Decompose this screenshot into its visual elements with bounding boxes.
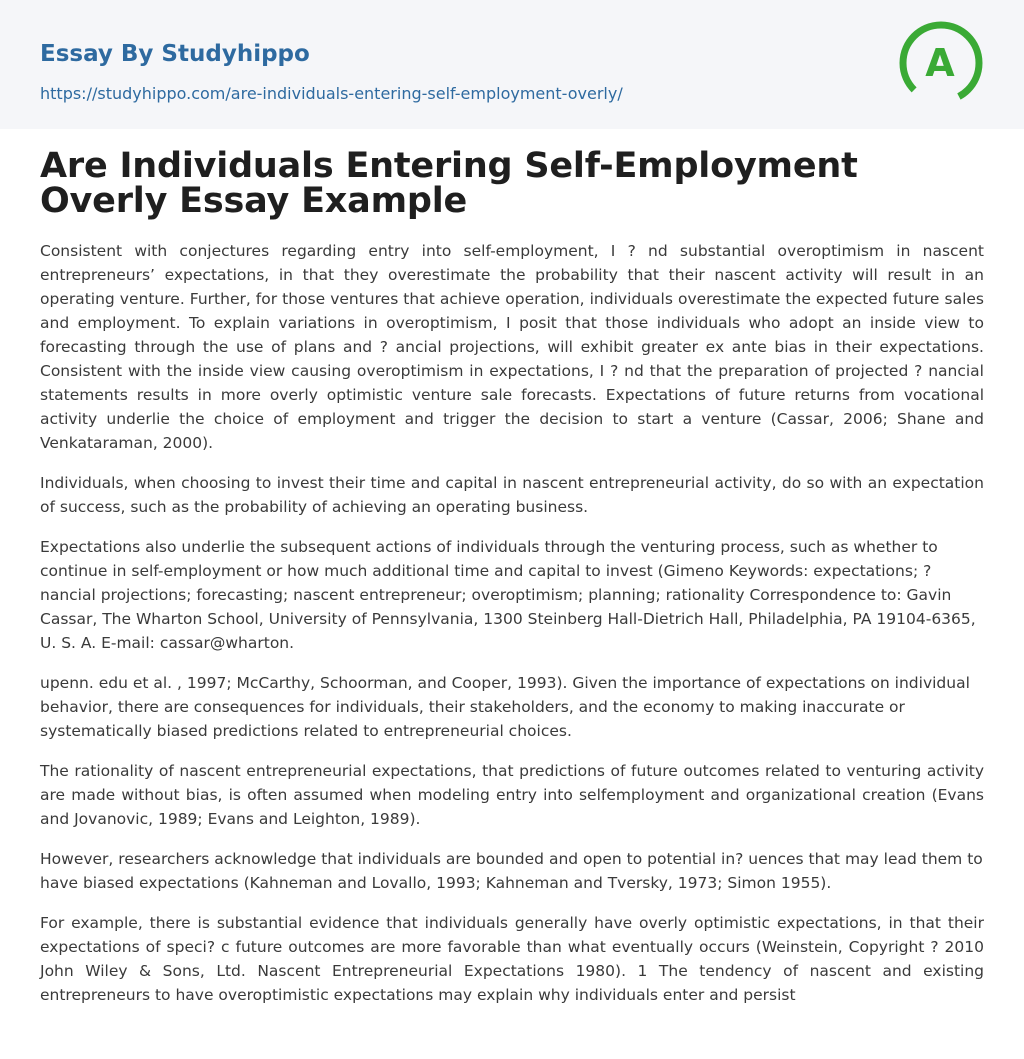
- essay-paragraph: For example, there is substantial evidence that individuals generally have overly optimistic expectations, in that their expectations of speci? c future outcomes are more favorable than what eventually occurs (Weinstein, Copyright ? 2010 John Wiley & Sons, Ltd. Nascent Entrepreneurial Expectations 1980). 1 The tendency of nascent and existing entrepreneurs to have overoptimistic expectations may explain why individuals enter and persist: [40, 914, 984, 1004]
- page-title: Are Individuals Entering Self-Employment Overly Essay Example: [40, 146, 858, 221]
- essay-paragraph: Expectations also underlie the subsequent actions of individuals through the venturing process, such as whether to continue in self-employment or how much additional time and capital to invest (Gimeno Keywords: expectations; ? nancial projections; forecasting; nascent entrepreneur; overoptimism; planning; rationality Correspondence to: Gavin Cassar, The Wharton School, University of Pennsylvania, 1300 Steinberg Hall-Dietrich Hall, Philadelphia, PA 19104-6365, U. S. A. E-mail: cassar@wharton.: [40, 538, 976, 652]
- essay-content: [0, 146, 1024, 1007]
- essay-paragraph: Consistent with conjectures regarding entry into self-employment, I ? nd substantial overoptimism in nascent entrepreneurs’ expectations, in that they overestimate the probability that their nascent activity will result in an operating venture. Further, for those ventures that achieve operation, individuals overestimate the expected future sales and employment. To explain variations in overoptimism, I posit that those individuals who adopt an inside view to forecasting through the use of plans and ? ancial projections, will exhibit greater ex ante bias in their expectations. Consistent with the inside view causing overoptimism in expectations, I ? nd that the preparation of projected ? nancial statements results in more overly optimistic venture sale forecasts. Expectations of future returns from vocational activity underlie the choice of employment and trigger the decision to start a venture (Cassar, 2006; Shane and Venkataraman, 2000).: [40, 242, 984, 452]
- essay-paragraph: The rationality of nascent entrepreneurial expectations, that predictions of future outcomes related to venturing activity are made without bias, is often assumed when modeling entry into selfemployment and organizational creation (Evans and Jovanovic, 1989; Evans and Leighton, 1989).: [40, 762, 984, 828]
- essay-paragraph: However, researchers acknowledge that individuals are bounded and open to potential in? uences that may lead them to have biased expectations (Kahneman and Lovallo, 1993; Kahneman and Tversky, 1973; Simon 1955).: [40, 850, 983, 892]
- essay-url-link[interactable]: https://studyhippo.com/are-individuals-entering-self-employment-overly/: [40, 84, 623, 103]
- essay-paragraph: Individuals, when choosing to invest their time and capital in nascent entrepreneurial activity, do so with an expectation of success, such as the probability of achieving an operating business.: [40, 474, 984, 516]
- essay-paragraph: upenn. edu et al. , 1997; McCarthy, Schoorman, and Cooper, 1993). Given the importance of expectations on individual behavior, there are consequences for individuals, their stakeholders, and the economy to making inaccurate or systematically biased predictions related to entrepreneurial choices.: [40, 674, 970, 740]
- site-header: [0, 0, 1024, 129]
- studyhippo-logo-icon[interactable]: [896, 18, 986, 108]
- logo-letter: A: [925, 41, 955, 85]
- site-brand[interactable]: Essay By Studyhippo: [40, 41, 310, 67]
